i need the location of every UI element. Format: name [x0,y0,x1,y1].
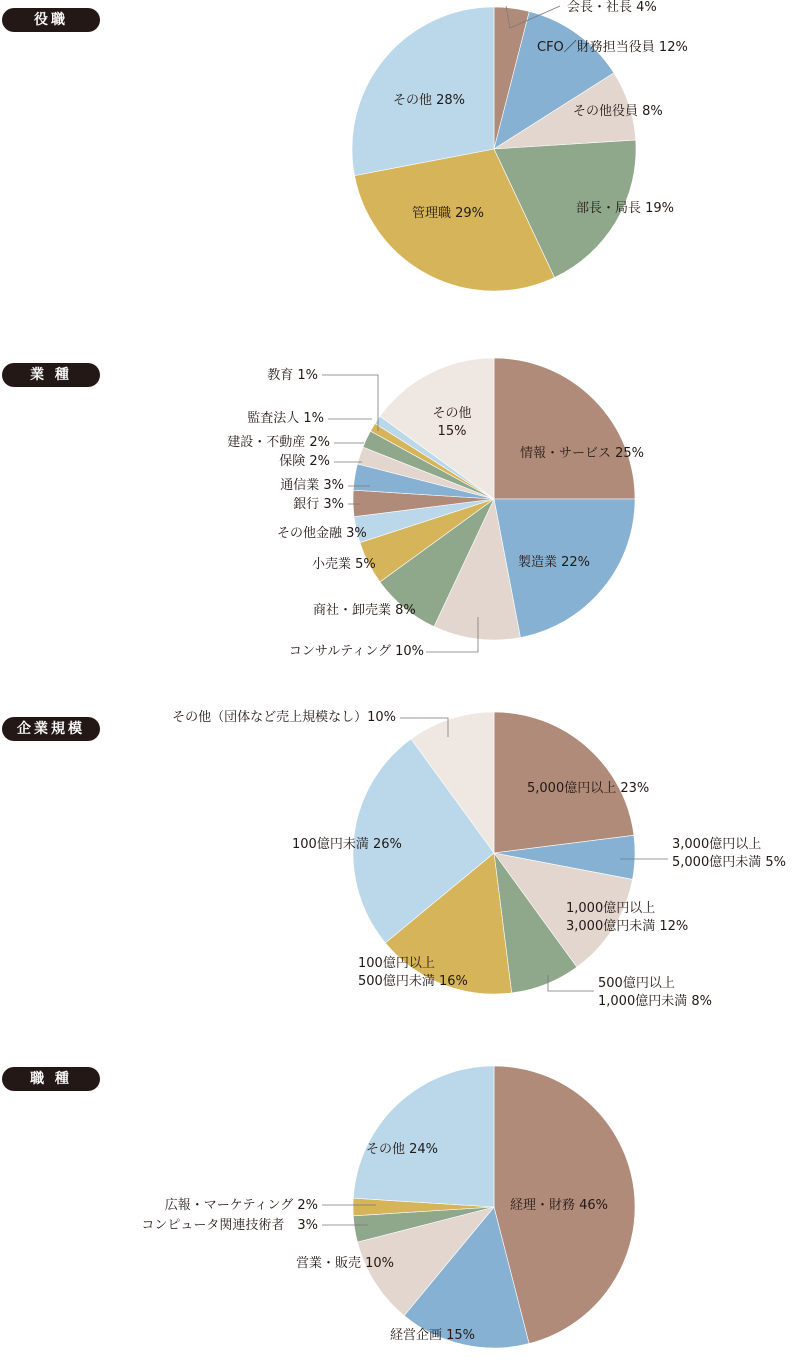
pie-chart-job-type [0,1057,807,1361]
pie-chart-position [0,0,807,330]
chart-section-industry [0,355,807,675]
slice-label: 100億円以上 500億円未満 16% [358,956,468,989]
chart-title-pill: 役職 [2,8,100,32]
pie-slice [494,358,635,499]
slice-label: 会長・社長 4% [567,0,657,15]
slice-label: 教育 1% [267,368,318,383]
slice-label: 広報・マーケティング 2% [164,1198,318,1213]
slice-label: 製造業 22% [518,555,591,570]
slice-label: 管理職 29% [412,206,485,221]
slice-label: コンサルティング 10% [288,644,424,659]
slice-label: 情報・サービス 25% [520,446,645,461]
slice-label: その他役員 8% [573,104,663,119]
slice-label: 銀行 3% [293,497,344,512]
slice-label: CFO／財務担当役員 12% [537,40,688,55]
chart-section-company-size [0,705,807,1020]
slice-label: 500億円以上 1,000億円未満 8% [598,976,712,1009]
slice-label: その他（団体など売上規模なし）10% [172,710,396,725]
slice-label: コンピュータ関連技術者 3% [141,1218,318,1233]
slice-label: その他 24% [366,1142,439,1157]
chart-title-pill: 企業規模 [2,717,100,741]
slice-label: 5,000億円以上 23% [527,781,650,796]
chart-section-position [0,0,807,330]
slice-label: 商社・卸売業 8% [313,603,416,618]
slice-label: その他金融 3% [277,526,367,541]
slice-label: 建設・不動産 2% [227,435,330,450]
chart-title-pill: 業 種 [2,363,100,387]
slice-label: 監査法人 1% [247,411,324,426]
slice-label: 100億円未満 26% [292,837,402,852]
slice-label: 経理・財務 46% [510,1198,609,1213]
pie-slice [353,1066,494,1207]
pie-slice [352,7,494,176]
slice-label: 1,000億円以上 3,000億円未満 12% [566,901,689,934]
pie-chart-company-size [0,705,807,1020]
pie-chart-industry [0,355,807,675]
slice-label: 通信業 3% [280,478,344,493]
slice-label: 部長・局長 19% [576,201,675,216]
slice-label: その他 15% [432,406,472,439]
slice-label: その他 28% [393,93,466,108]
slice-label: 小売業 5% [312,557,376,572]
chart-section-job-type [0,1057,807,1361]
slice-label: 保険 2% [279,454,330,469]
chart-title-pill: 職 種 [2,1067,100,1091]
slice-label: 3,000億円以上 5,000億円未満 5% [672,837,786,870]
leader-line [322,375,378,431]
slice-label: 経営企画 15% [390,1328,476,1343]
slice-label: 営業・販売 10% [296,1256,395,1271]
